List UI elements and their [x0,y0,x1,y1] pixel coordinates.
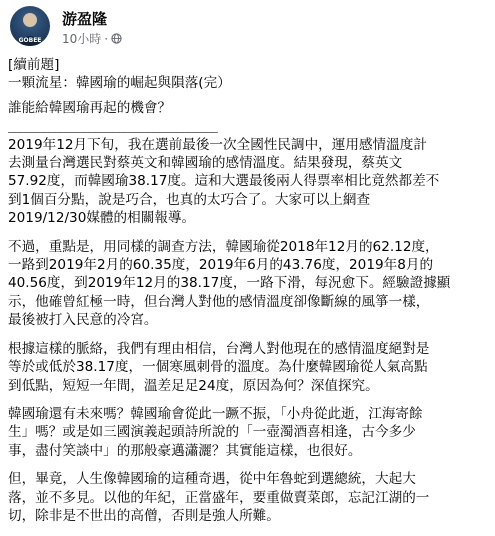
text-line: [續前題] [8,57,60,73]
text-line: 韓國瑜還有未來嗎？韓國瑜會從此一蹶不振，「小舟從此逝，江海寄餘 [8,405,423,422]
text-line: 一顆流星：韓國瑜的崛起與隕落(完） [8,75,231,92]
avatar-image-icon [10,6,50,46]
text-line: 生」嗎？或是如三國演義起頭詩所說的「一壺濁酒喜相逢，古今多少 [8,424,416,441]
text-line: 不過，重點是，用同樣的調查方法，韓國瑜從2018年12月的62.12度， [8,238,439,255]
post-time[interactable]: 10小時 [62,32,102,46]
text-line: 落，並不多見。以他的年紀，正當盛年，要重做賣菜郎，忘記江湖的一 [8,489,430,506]
author-name[interactable]: 游盈隆 [62,10,108,28]
text-line: 根據這樣的脈絡，我們有理由相信，台灣人對他現在的感情溫度絕對是 [8,340,430,357]
globe-icon[interactable] [111,33,122,44]
text-line: 最後被打入民意的冷宮。 [8,312,158,329]
text-line: 一路到2019年2月的60.35度，2019年6月的43.76度，2019年8月的 [8,257,434,274]
text-line: 到低點，短短一年間，溫差足足24度，原因為何？深值探究。 [8,377,379,394]
post-meta [62,30,122,47]
avatar[interactable] [10,6,50,46]
divider-line: ____________________________________ [8,118,217,135]
text-line: 2019/12/30媒體的相關報導。 [8,210,196,227]
svg-text:GOBEE: GOBEE [18,37,42,44]
text-line: 40.56度，到2019年12月的38.17度，一路下滑，每況愈下。經驗證據顯 [8,275,451,292]
text-line: 去測量台灣選民對蔡英文和韓國瑜的感情溫度。結果發現，蔡英文 [8,155,403,172]
text-line: 事，盡付笑談中」的那般豪邁瀟灑？其實能這樣，也很好。 [8,442,362,459]
text-line: 但，畢竟，人生像韓國瑜的這種奇遇，從中年魯蛇到選總統，大起大 [8,471,416,488]
meta-separator: · [104,31,109,46]
text-line: 切，除非是不世出的高僧，否則是強人所難。 [8,507,280,524]
text-line: 示，他確曾紅極一時，但台灣人對他的感情溫度卻像斷線的風箏一樣， [8,293,430,310]
text-line: 誰能給韓國瑜再起的機會？ [8,99,172,116]
post-content [8,56,488,525]
post-header [10,6,480,50]
text-line: 等於或低於38.17度，一個寒風刺骨的溫度。為什麼韓國瑜從人氣高點 [8,359,428,376]
text-line: 2019年12月下旬，我在選前最後一次全國性民調中，運用感情溫度計 [8,136,427,153]
text-line: 57.92度，而韓國瑜38.17度。這和大選最後兩人得票率相比竟然都差不 [8,173,440,190]
text-line: 到1個百分點，說是巧合，也真的太巧合了。大家可以上網查 [8,191,371,208]
